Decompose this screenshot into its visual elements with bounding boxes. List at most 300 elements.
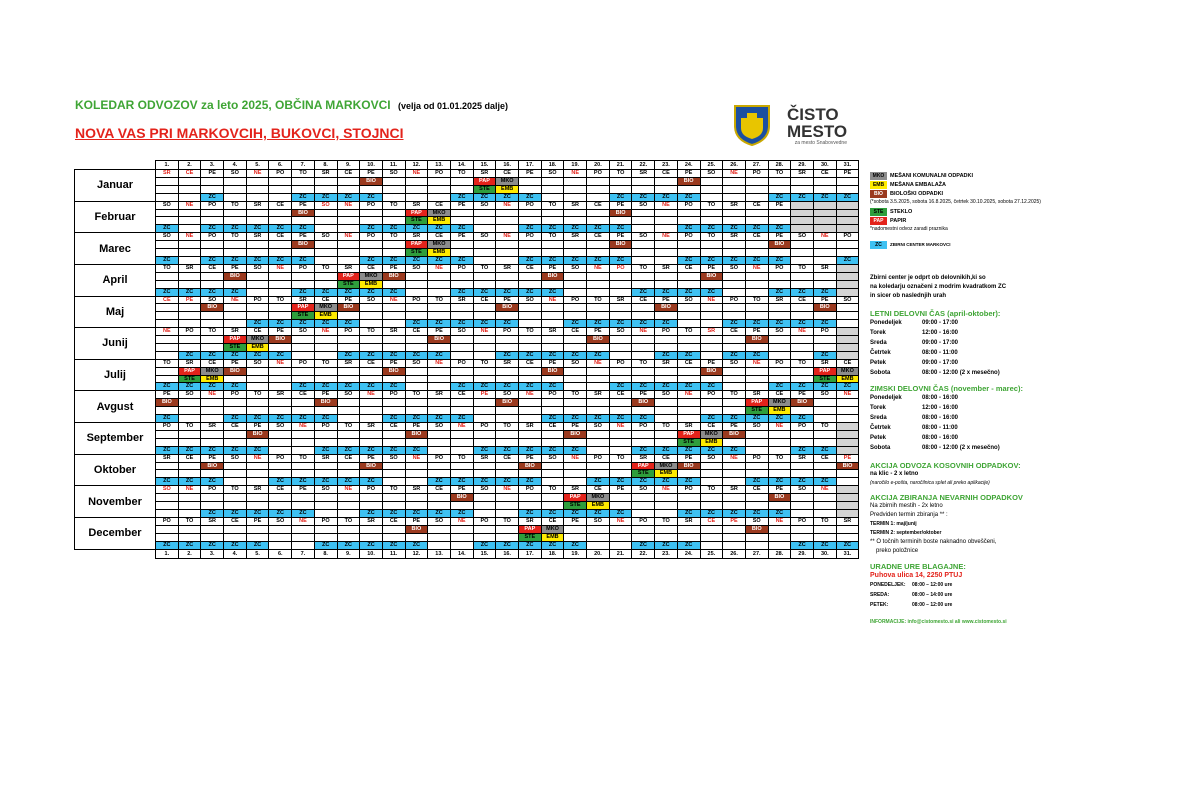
calendar-cell <box>178 399 201 407</box>
collection-pap: PAP <box>745 399 768 407</box>
weekday-cell: SO <box>246 264 269 272</box>
weekday-cell: ČE <box>450 391 473 399</box>
collection-center-open: ZC <box>677 478 700 486</box>
calendar-cell <box>337 217 360 225</box>
calendar-cell <box>519 494 542 502</box>
calendar-cell <box>655 415 678 423</box>
collection-center-open: ZC <box>201 193 224 201</box>
calendar-cell <box>519 438 542 446</box>
collection-center-open: ZC <box>677 288 700 296</box>
calendar-cell <box>745 470 768 478</box>
collection-center-open: ZC <box>382 446 405 454</box>
collection-center-open: ZC <box>292 509 315 517</box>
calendar-cell <box>473 407 496 415</box>
calendar-cell <box>292 438 315 446</box>
calendar-cell <box>450 280 473 288</box>
weekday-cell: PO <box>723 296 746 304</box>
day-number: 7. <box>292 549 315 558</box>
calendar-cell <box>450 249 473 257</box>
day-number: 30. <box>813 549 836 558</box>
collection-bio: BIO <box>632 399 655 407</box>
calendar-cell <box>269 272 292 280</box>
calendar-cell <box>700 320 723 328</box>
collection-center-open: ZC <box>745 478 768 486</box>
calendar-cell <box>473 375 496 383</box>
calendar-cell <box>156 351 179 359</box>
weekday-cell: SO <box>723 264 746 272</box>
weekday-cell: NE <box>224 296 247 304</box>
calendar-cell <box>473 343 496 351</box>
weekday-cell: SO <box>428 423 451 431</box>
month-row <box>75 375 859 383</box>
calendar-cell <box>723 470 746 478</box>
calendar-cell <box>178 494 201 502</box>
weekday-cell: PE <box>496 296 519 304</box>
calendar-cell <box>178 462 201 470</box>
weekday-cell: PO <box>632 423 655 431</box>
calendar-cell <box>382 375 405 383</box>
calendar-cell <box>156 502 179 510</box>
calendar-cell <box>791 272 814 280</box>
collection-center-open: ZC <box>564 415 587 423</box>
weekday-cell: NE <box>768 423 791 431</box>
weekday-cell: SO <box>791 486 814 494</box>
weekday-cell: SR <box>791 454 814 462</box>
calendar-cell <box>178 438 201 446</box>
calendar-cell <box>564 304 587 312</box>
calendar-cell <box>246 462 269 470</box>
weekday-cell: SO <box>224 454 247 462</box>
calendar-cell <box>813 533 836 541</box>
calendar-cell <box>655 494 678 502</box>
calendar-cell <box>632 304 655 312</box>
cashier-hours-title: URADNE URE BLAGAJNE: <box>870 562 966 571</box>
calendar-cell <box>201 249 224 257</box>
calendar-cell <box>314 375 337 383</box>
calendar-cell <box>496 438 519 446</box>
weekday-cell: ČE <box>496 170 519 178</box>
month-row <box>75 201 859 209</box>
calendar-cell <box>609 470 632 478</box>
calendar-cell <box>496 312 519 320</box>
calendar-cell <box>201 280 224 288</box>
weekday-cell: SR <box>587 391 610 399</box>
collection-emb: EMB <box>428 249 451 257</box>
empty-cell <box>836 328 859 336</box>
legend-item-emb: EMB MEŠANA EMBALAŽA <box>870 180 1160 189</box>
weekday-cell: TO <box>768 454 791 462</box>
calendar-cell <box>519 185 542 193</box>
calendar-cell <box>677 415 700 423</box>
calendar-cell <box>700 312 723 320</box>
calendar-cell <box>314 470 337 478</box>
calendar-cell <box>473 209 496 217</box>
weekday-cell: NE <box>405 170 428 178</box>
collection-pap: PAP <box>473 177 496 185</box>
collection-center-open: ZC <box>450 478 473 486</box>
weekday-cell: ČE <box>587 233 610 241</box>
calendar-cell <box>587 177 610 185</box>
calendar-cell <box>314 343 337 351</box>
calendar-cell <box>246 470 269 478</box>
weekday-cell: TO <box>587 296 610 304</box>
collection-center-open: ZC <box>156 256 179 264</box>
cashier-hours-row: SREDA: 08:00 – 14:00 ure <box>870 592 953 598</box>
calendar-cell <box>723 193 746 201</box>
calendar-cell <box>269 217 292 225</box>
title-text: KOLEDAR ODVOZOV za leto 2025, OBČINA MARKOVCI <box>75 98 391 112</box>
collection-center-open: ZC <box>405 509 428 517</box>
calendar-cell <box>564 288 587 296</box>
weekday-cell: PE <box>405 517 428 525</box>
day-number: 25. <box>700 549 723 558</box>
weekday-cell: SO <box>269 423 292 431</box>
month-row <box>75 241 859 249</box>
collection-center-open: ZC <box>677 383 700 391</box>
weekday-cell: NE <box>292 517 315 525</box>
collection-ste: STE <box>292 312 315 320</box>
calendar-cell <box>768 375 791 383</box>
collection-center-open: ZC <box>496 351 519 359</box>
calendar-cell <box>496 430 519 438</box>
calendar-cell <box>450 541 473 549</box>
collection-center-open: ZC <box>450 193 473 201</box>
calendar-cell <box>269 375 292 383</box>
legend-item-zc: ZC ZBIRNI CENTER MARKOVCI <box>870 240 1160 249</box>
calendar-cell <box>632 185 655 193</box>
calendar-cell <box>677 407 700 415</box>
calendar-cell <box>700 336 723 344</box>
calendar-cell <box>791 430 814 438</box>
calendar-cell <box>360 209 383 217</box>
calendar-cell <box>269 288 292 296</box>
collection-center-open: ZC <box>791 415 814 423</box>
weekday-cell: NE <box>587 264 610 272</box>
calendar-cell <box>723 343 746 351</box>
collection-center-open: ZC <box>541 509 564 517</box>
weekday-cell: PE <box>700 359 723 367</box>
weekday-cell: PO <box>564 296 587 304</box>
collection-center-open: ZC <box>655 446 678 454</box>
calendar-cell <box>405 494 428 502</box>
calendar-cell <box>178 225 201 233</box>
calendar-cell <box>360 502 383 510</box>
weekday-cell: PE <box>314 391 337 399</box>
calendar-cell <box>587 288 610 296</box>
calendar-cell <box>836 241 859 249</box>
month-row <box>75 399 859 407</box>
calendar-cell <box>224 494 247 502</box>
collection-center-open: ZC <box>519 225 542 233</box>
collection-center-open: ZC <box>655 478 678 486</box>
collection-mko: MKO <box>428 209 451 217</box>
calendar-cell <box>745 177 768 185</box>
calendar-cell <box>587 399 610 407</box>
collection-center-open: ZC <box>677 256 700 264</box>
collection-center-open: ZC <box>292 225 315 233</box>
calendar-cell <box>178 304 201 312</box>
calendar-cell <box>655 241 678 249</box>
calendar-cell <box>314 241 337 249</box>
weekday-cell: SR <box>745 391 768 399</box>
weekday-cell: PE <box>246 517 269 525</box>
day-number: 1. <box>156 549 179 558</box>
weekday-cell: SO <box>632 201 655 209</box>
calendar-cell <box>224 312 247 320</box>
calendar-cell <box>655 225 678 233</box>
calendar-cell <box>292 446 315 454</box>
month-row <box>75 343 859 351</box>
weekday-cell: PE <box>768 233 791 241</box>
calendar-cell <box>269 494 292 502</box>
day-number: 11. <box>382 549 405 558</box>
weekday-cell: NE <box>564 170 587 178</box>
collection-center-open: ZC <box>428 478 451 486</box>
calendar-cell <box>428 272 451 280</box>
collection-center-open: ZC <box>382 256 405 264</box>
month-name: Oktober <box>75 454 156 486</box>
collection-center-open: ZC <box>791 446 814 454</box>
month-row <box>75 336 859 344</box>
weekday-cell: PE <box>677 170 700 178</box>
day-number: 27. <box>745 161 768 170</box>
weekday-cell: PO <box>836 233 859 241</box>
weekday-cell: SO <box>768 328 791 336</box>
calendar-cell <box>246 494 269 502</box>
collection-ste: STE <box>745 407 768 415</box>
calendar-cell <box>609 280 632 288</box>
collection-center-open: ZC <box>201 541 224 549</box>
calendar-cell <box>791 304 814 312</box>
collection-center-open: ZC <box>224 225 247 233</box>
weekday-cell: NE <box>360 391 383 399</box>
collection-center-open: ZC <box>677 225 700 233</box>
calendar-cell <box>473 509 496 517</box>
calendar-cell <box>791 525 814 533</box>
calendar-cell <box>813 256 836 264</box>
calendar-cell <box>632 509 655 517</box>
collection-center-open: ZC <box>609 415 632 423</box>
calendar-cell <box>700 502 723 510</box>
calendar-cell <box>791 470 814 478</box>
collection-bio: BIO <box>246 430 269 438</box>
calendar-cell <box>609 288 632 296</box>
weekday-cell: TO <box>655 517 678 525</box>
calendar-cell <box>768 343 791 351</box>
calendar-cell <box>224 478 247 486</box>
calendar-cell <box>791 241 814 249</box>
collection-center-open: ZC <box>609 509 632 517</box>
weekday-cell: SR <box>450 296 473 304</box>
calendar-cell <box>791 177 814 185</box>
day-number: 4. <box>224 161 247 170</box>
weekday-cell: PO <box>428 454 451 462</box>
collection-bio: BIO <box>768 241 791 249</box>
calendar-cell <box>382 438 405 446</box>
weekday-cell: SO <box>677 296 700 304</box>
collection-center-open: ZC <box>655 193 678 201</box>
weekday-cell: SO <box>700 170 723 178</box>
calendar-cell <box>700 470 723 478</box>
calendar-cell <box>745 185 768 193</box>
calendar-cell <box>587 533 610 541</box>
weekday-cell: NE <box>428 264 451 272</box>
empty-cell <box>836 343 859 351</box>
calendar-cell <box>269 407 292 415</box>
calendar-cell <box>655 209 678 217</box>
empty-cell <box>836 280 859 288</box>
calendar-cell <box>246 280 269 288</box>
collection-emb: EMB <box>201 375 224 383</box>
calendar-cell <box>813 185 836 193</box>
calendar-cell <box>519 399 542 407</box>
weekday-cell: NE <box>178 486 201 494</box>
collection-bio: BIO <box>677 177 700 185</box>
calendar-cell <box>292 462 315 470</box>
calendar-cell <box>655 256 678 264</box>
summer-hours-title: LETNI DELOVNI ČAS (april-oktober): <box>870 309 1001 318</box>
calendar-cell <box>428 525 451 533</box>
collection-center-open: ZC <box>246 415 269 423</box>
calendar-cell <box>700 209 723 217</box>
collection-pap: PAP <box>677 430 700 438</box>
calendar-cell <box>768 272 791 280</box>
calendar-cell <box>813 430 836 438</box>
month-row <box>75 185 859 193</box>
weekday-cell: ČE <box>292 391 315 399</box>
calendar-cell <box>292 249 315 257</box>
calendar-cell <box>813 249 836 257</box>
collection-center-open: ZC <box>496 541 519 549</box>
collection-ste: STE <box>813 375 836 383</box>
calendar-cell <box>677 343 700 351</box>
calendar-cell <box>450 525 473 533</box>
weekday-cell: NE <box>337 486 360 494</box>
collection-ste: STE <box>178 375 201 383</box>
weekday-cell: TO <box>541 486 564 494</box>
calendar-cell <box>337 209 360 217</box>
weekday-cell: ČE <box>178 170 201 178</box>
calendar-cell <box>382 280 405 288</box>
logo-text: ČISTO MESTO <box>787 105 848 141</box>
weekday-cell: ČE <box>360 264 383 272</box>
calendar-cell <box>519 241 542 249</box>
calendar-cell <box>564 177 587 185</box>
weekday-cell: SR <box>156 454 179 462</box>
weekday-cell: TO <box>791 264 814 272</box>
calendar-cell <box>224 533 247 541</box>
month-name: Januar <box>75 170 156 202</box>
collection-center-open: ZC <box>496 478 519 486</box>
calendar-cell <box>450 438 473 446</box>
collection-center-open: ZC <box>382 351 405 359</box>
calendar-cell <box>360 217 383 225</box>
calendar-cell <box>201 320 224 328</box>
collection-emb: EMB <box>246 343 269 351</box>
weekday-cell: TO <box>541 201 564 209</box>
month-name: Julij <box>75 359 156 391</box>
calendar-cell <box>745 304 768 312</box>
weekday-cell: SR <box>723 486 746 494</box>
calendar-cell <box>450 185 473 193</box>
calendar-cell <box>587 438 610 446</box>
calendar-cell <box>813 241 836 249</box>
day-number: 11. <box>382 161 405 170</box>
calendar-cell <box>655 217 678 225</box>
calendar-cell <box>745 241 768 249</box>
calendar-cell <box>224 430 247 438</box>
calendar-cell <box>201 217 224 225</box>
calendar-cell <box>360 304 383 312</box>
calendar-cell <box>269 209 292 217</box>
weekday-cell: TO <box>813 517 836 525</box>
calendar-cell <box>405 312 428 320</box>
weekday-cell: PO <box>473 423 496 431</box>
weekday-cell: PE <box>224 264 247 272</box>
collection-center-open: ZC <box>428 256 451 264</box>
weekday-cell: PO <box>382 391 405 399</box>
weekday-cell: TO <box>178 517 201 525</box>
calendar-cell <box>541 375 564 383</box>
weekday-cell: PE <box>337 296 360 304</box>
weekday-cell: SO <box>156 201 179 209</box>
month-name: Februar <box>75 201 156 233</box>
calendar-cell <box>314 494 337 502</box>
collection-center-open: ZC <box>314 478 337 486</box>
calendar-cell <box>700 351 723 359</box>
collection-center-open: ZC <box>632 541 655 549</box>
locations-subtitle: NOVA VAS PRI MARKOVCIH, BUKOVCI, STOJNCI <box>75 125 404 141</box>
weekday-cell: ČE <box>609 391 632 399</box>
calendar-cell <box>360 494 383 502</box>
calendar-cell <box>587 280 610 288</box>
calendar-cell <box>609 446 632 454</box>
day-number-header-bottom <box>75 549 859 558</box>
calendar-cell <box>768 446 791 454</box>
calendar-cell <box>382 462 405 470</box>
calendar-cell <box>360 525 383 533</box>
calendar-cell <box>723 494 746 502</box>
calendar-cell <box>428 177 451 185</box>
calendar-cell <box>609 272 632 280</box>
calendar-cell <box>700 280 723 288</box>
day-number: 10. <box>360 161 383 170</box>
calendar-cell <box>178 272 201 280</box>
collection-mko: MKO <box>201 367 224 375</box>
calendar-cell <box>609 217 632 225</box>
calendar-cell <box>314 502 337 510</box>
weekday-cell: PE <box>768 486 791 494</box>
calendar-cell <box>156 177 179 185</box>
collection-ste: STE <box>519 533 542 541</box>
calendar-cell <box>836 320 859 328</box>
calendar-cell <box>405 367 428 375</box>
calendar-cell <box>382 502 405 510</box>
month-row <box>75 304 859 312</box>
calendar-cell <box>473 430 496 438</box>
empty-cell <box>836 486 859 494</box>
cisto-mesto-logo <box>787 106 847 150</box>
collection-center-open: ZC <box>541 351 564 359</box>
calendar-cell <box>813 509 836 517</box>
collection-center-open: ZC <box>813 351 836 359</box>
calendar-cell <box>156 312 179 320</box>
calendar-cell <box>360 438 383 446</box>
collection-center-open: ZC <box>201 446 224 454</box>
calendar-cell <box>655 272 678 280</box>
calendar-cell <box>156 209 179 217</box>
calendar-cell <box>496 209 519 217</box>
